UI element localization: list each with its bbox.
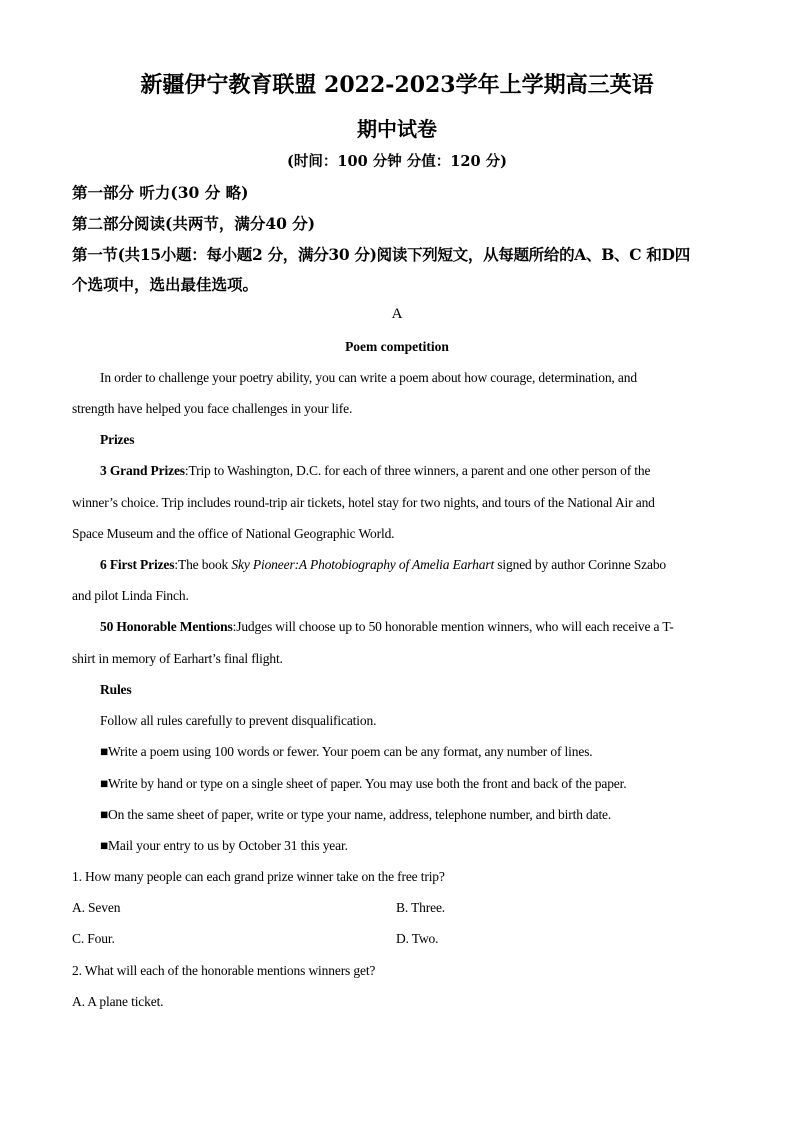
grand-prize-line-2: winner’s choice. Trip includes round-trip air tickets, hotel stay for two nights, and tours of the National Air and [72, 495, 655, 510]
question-2-stem: 2. What will each of the honorable mentions winners get? [72, 963, 376, 978]
prizes-heading: Prizes [100, 432, 135, 447]
question-1-option-a[interactable]: A. Seven [72, 900, 121, 915]
rule-item: ■On the same sheet of paper, write or type your name, address, telephone number, and birth date. [100, 807, 612, 822]
first-prize-post: signed by author Corinne Szabo [494, 557, 667, 572]
grand-prize-line-3: Space Museum and the office of National Geographic World. [72, 526, 395, 541]
section1-instruction: 第一节(共15小题：每小题2 分，满分30 分)阅读下列短文，从每题所给的A、B、C 和D四 [72, 245, 690, 264]
rule-item: ■Mail your entry to us by October 31 this year. [100, 838, 348, 853]
intro-line-2: strength have helped you face challenges in your life. [72, 401, 353, 416]
rules-intro: Follow all rules carefully to prevent disqualification. [100, 713, 377, 728]
question-1-option-d[interactable]: D. Two. [396, 931, 439, 946]
honorable-label: 50 Honorable Mentions [100, 619, 233, 634]
first-prize-line-1 [100, 557, 666, 573]
rule-item: ■Write a poem using 100 words or fewer. Your poem can be any format, any number of lines. [100, 744, 593, 759]
passage-letter: A [391, 306, 403, 322]
part2-heading: 第二部分阅读(共两节，满分40 分) [72, 214, 316, 233]
question-2-option-a[interactable]: A. A plane ticket. [72, 994, 164, 1009]
grand-prize-text: :Trip to Washington, D.C. for each of three winners, a parent and one other person of the [184, 463, 651, 478]
rules-heading: Rules [100, 682, 132, 697]
exam-subtitle: 期中试卷 [357, 117, 437, 141]
question-1-stem: 1. How many people can each grand prize winner take on the free trip? [72, 869, 445, 884]
rule-item: ■Write by hand or type on a single sheet of paper. You may use both the front and back of the paper. [100, 776, 627, 791]
exam-title: 新疆伊宁教育联盟 2022-2023学年上学期高三英语 [140, 72, 654, 98]
grand-prize-line-1 [100, 463, 650, 479]
honorable-text: :Judges will choose up to 50 honorable mention winners, who will each receive a T- [232, 619, 674, 634]
grand-prize-label: 3 Grand Prizes [100, 463, 185, 478]
first-prize-label: 6 First Prizes [100, 557, 175, 572]
question-1-option-b[interactable]: B. Three. [396, 900, 446, 915]
honorable-line-2: shirt in memory of Earhart’s final flight. [72, 651, 283, 666]
first-prize-line-2: and pilot Linda Finch. [72, 588, 189, 603]
part1-heading: 第一部分 听力(30 分 略) [72, 183, 249, 202]
passage-heading: Poem competition [345, 339, 449, 354]
book-title: Sky Pioneer:A Photobiography of Amelia Earhart [231, 557, 495, 572]
exam-meta: (时间：100 分钟 分值：120 分) [287, 153, 507, 170]
question-1-option-c[interactable]: C. Four. [72, 931, 115, 946]
section1-instruction-cont: 个选项中，选出最佳选项。 [72, 275, 259, 294]
first-prize-pre: :The book [174, 557, 232, 572]
intro-line-1: In order to challenge your poetry ability, you can write a poem about how courage, determination, and [100, 370, 637, 385]
honorable-line-1 [100, 619, 674, 635]
